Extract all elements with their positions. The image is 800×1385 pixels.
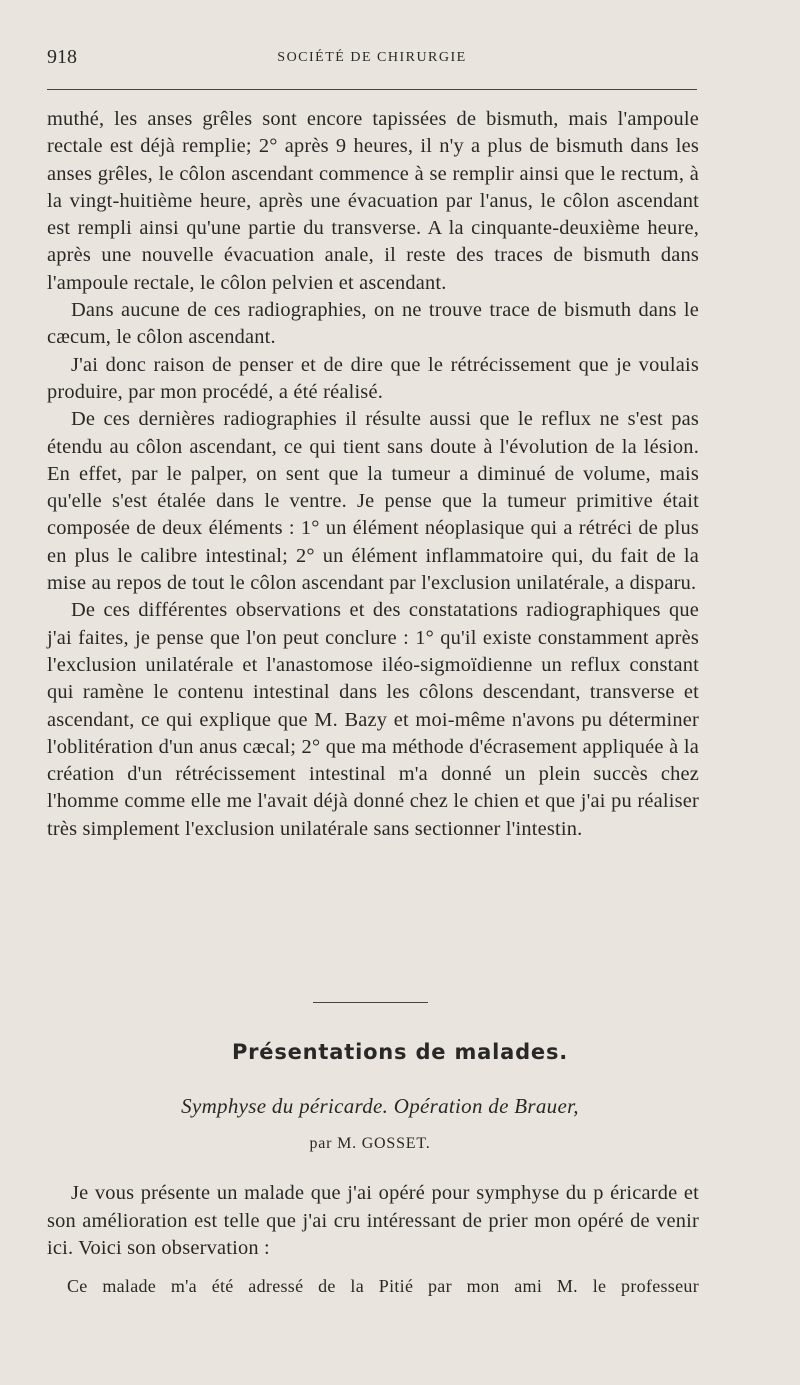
paragraph: De ces différentes observations et des constatations radiographiques que j'ai faites, je pense que l'on peut conclure : 1° qu'il existe constamment après l'exclusion unilatérale et l'anastomose iléo-sigmoïdienne un reflux constant qui ramène le contenu intestinal dans les côlons descendant, transverse et ascendant, ce qui explique que M. Bazy et moi-même n'avons pu déterminer l'oblitération d'un anus cæcal; 2° que ma méthode d'écrasement appliquée à la création d'un rétrécissement intestinal m'a donné un plein succès chez l'homme comme elle me l'avait déjà donné chez le chien et que j'ai pu réaliser très simplement l'exclusion unilatérale sans sectionner l'intestin. [47, 599, 699, 840]
page-number: 918 [47, 46, 77, 68]
paragraph: J'ai donc raison de penser et de dire que le rétrécissement que je voulais produire, par mon procédé, a été réalisé. [47, 353, 699, 403]
paragraph: De ces dernières radiographies il résulte aussi que le reflux ne s'est pas étendu au côlon ascendant, ce qui tient sans doute à l'évolution de la lésion. En effet, par le palper, on sent que la tumeur a diminué de volume, mais qu'elle s'est étalée dans le ventre. Je pense que la tumeur primitive était composée de deux éléments : 1° un élément néoplasique qui a rétréci de plus en plus le calibre intestinal; 2° un élément inflammatoire qui, du fait de la mise au repos de tout le côlon ascendant par l'exclusion unilatérale, a disparu. [47, 408, 699, 595]
section-separator [313, 1002, 428, 1003]
author-byline: par M. GOSSET. [309, 1135, 431, 1152]
paragraph: muthé, les anses grêles sont encore tapissées de bismuth, mais l'ampoule rectale est déjà remplie; 2° après 9 heures, il n'y a plus de bismuth dans les anses grêles, le côlon ascendant commence à se remplir ainsi que le rectum, à la vingt-huitième heure, après une évacuation par l'anus, le côlon ascendant est rempli ainsi qu'une partie du transverse. A la cinquante-deuxième heure, après une nouvelle évacuation anale, il reste des traces de bismuth dans l'ampoule rectale, le côlon pelvien et ascendant. [47, 108, 699, 294]
paragraph: Je vous présente un malade que j'ai opéré pour symphyse du p éricarde et son amélioration est telle que j'ai cru intéressant de prier mon opéré de venir ici. Voici son observation : [47, 1182, 699, 1259]
main-text [47, 106, 699, 843]
section-text [47, 1180, 699, 1263]
article-subtitle: Symphyse du péricarde. Opération de Brauer, [181, 1094, 579, 1118]
page-header [47, 46, 697, 74]
paragraph: Dans aucune de ces radiographies, on ne trouve trace de bismuth dans le cæcum, le côlon ascendant. [47, 299, 699, 349]
header-rule [47, 89, 697, 90]
section-title: Présentations de malades. [231, 1040, 569, 1064]
paragraph-start: Ce malade m'a été adressé de la Pitié par mon ami M. le professeur [67, 1276, 699, 1296]
running-head: SOCIÉTÉ DE CHIRURGIE [277, 50, 467, 65]
